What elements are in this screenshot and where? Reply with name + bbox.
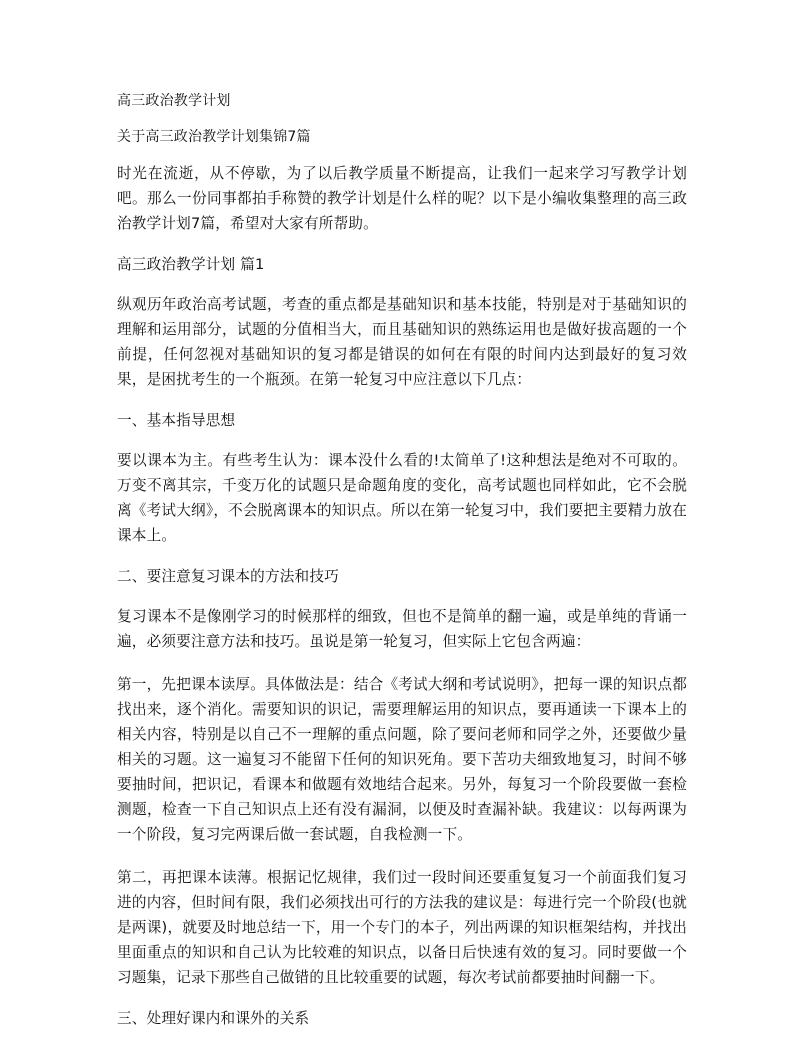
document-title: 高三政治教学计划 bbox=[117, 93, 231, 109]
paragraph-3: 复习课本不是像刚学习的时候那样的细致，但也不是简单的翻一遍，或是单纯的背诵一遍，必须要注意方法和技巧。虽说是第一轮复习，但实际上它包含两遍： bbox=[117, 608, 687, 650]
part-title: 高三政治教学计划 篇1 bbox=[117, 256, 265, 273]
document-subtitle: 关于高三政治教学计划集锦7篇 bbox=[117, 129, 311, 145]
heading-2: 二、要注意复习课本的方法和技巧 bbox=[117, 568, 339, 585]
paragraph-4: 第一，先把课本读厚。具体做法是：结合《考试大纲和考试说明》，把每一课的知识点都找出来，逐个消化。需要知识的识记，需要理解运用的知识点，要再通读一下课本上的相关内容，特别是以自己不一理解的重点问题，除了要问老师和同学之外，还要做少量相关的习题。这一遍复习不能留下任何的知识死角。要下苦功夫细致地复习，时间不够要抽时间，把识记，看课本和做题有效地结合起来。另外，每复习一个阶段要做一套检测题，检查一下自己知识点上还有没有漏洞，以便及时查漏补缺。我建议：以每两课为一个阶段，复习完两课后做一套试题，自我检测一下。 bbox=[117, 676, 687, 843]
document-page bbox=[117, 91, 687, 1046]
paragraph-2: 要以课本为主。有些考生认为：课本没什么看的!太简单了!这种想法是绝对不可取的。万变不离其宗，千变万化的试题只是命题角度的变化，高考试题也同样如此，它不会脱离《考试大纲》，不会脱离课本的知识点。所以在第一轮复习中，我们要把主要精力放在课本上。 bbox=[117, 452, 687, 544]
heading-3: 三、处理好课内和课外的关系 bbox=[117, 1010, 310, 1027]
paragraph-5: 第二，再把课本读薄。根据记忆规律，我们过一段时间还要重复复习一个前面我们复习进的内容，但时间有限，我们必须找出可行的方法我的建议是：每进行完一个阶段(也就是两课)，就要及时地总结一下，用一个专门的本子，列出两课的知识框架结构，并找出里面重点的知识和自己认为比较难的知识点，以备日后快速有效的复习。同时要做一个习题集，记录下那些自己做错的且比较重要的试题，每次考试前都要抽时间翻一下。 bbox=[117, 869, 687, 986]
heading-1: 一、基本指导思想 bbox=[117, 412, 236, 429]
intro-paragraph: 时光在流逝，从不停歇，为了以后教学质量不断提高，让我们一起来学习写教学计划吧。那么一份同事都拍手称赞的教学计划是什么样的呢？以下是小编收集整理的高三政治教学计划7篇，希望对大家有所帮助。 bbox=[117, 165, 687, 232]
paragraph-1: 纵观历年政治高考试题，考查的重点都是基础知识和基本技能，特别是对于基础知识的理解和运用部分，试题的分值相当大，而且基础知识的熟练运用也是做好拔高题的一个前提，任何忽视对基础知识的复习都是错误的如何在有限的时间内达到最好的复习效果，是困扰考生的一个瓶颈。在第一轮复习中应注意以下几点： bbox=[117, 296, 687, 388]
